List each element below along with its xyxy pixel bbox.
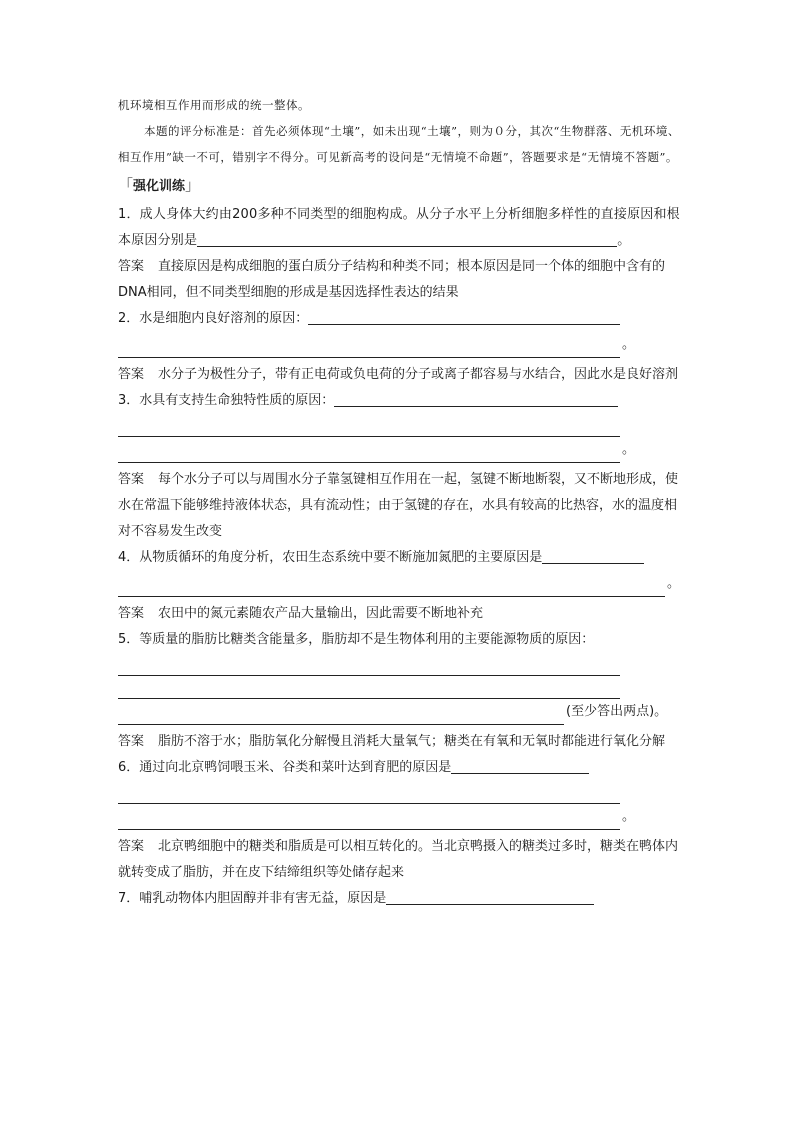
answer-text: 水分子为极性分子，带有正电荷或负电荷的分子或离子都容易与水结合，因此水是良好溶剂 [158, 367, 679, 382]
question-text: 3．水具有支持生命独特性质的原因： [118, 393, 335, 408]
answer-blank[interactable] [197, 230, 617, 247]
answer-line[interactable] [118, 574, 665, 597]
document-page [118, 92, 680, 912]
answer-line-row [118, 414, 680, 437]
answer-line[interactable] [118, 414, 620, 437]
answer-blank[interactable] [542, 547, 644, 564]
answer-line[interactable] [118, 781, 620, 804]
answer-blank[interactable] [451, 757, 589, 774]
question-6 [118, 755, 680, 781]
question-3 [118, 388, 680, 414]
question-text: 5．等质量的脂肪比糖类含能量多，脂肪却不是生物体利用的主要能源物质的原因： [118, 632, 595, 647]
answer-line-row [118, 699, 680, 725]
answer-suffix: (至少答出两点)。 [566, 704, 668, 719]
intro-line: 机环境相互作用而形成的统一整体。 [118, 98, 310, 112]
question-text: 1．成人身体大约由200多种不同类型的细胞构成。从分子水平上分析细胞多样性的直接原因和根本原因分别是 [118, 207, 680, 248]
answer-label: 答案 [118, 606, 145, 621]
answer-line-row [118, 653, 680, 676]
section-heading [118, 172, 680, 200]
answer-2 [118, 362, 680, 388]
question-text: 2．水是细胞内良好溶剂的原因： [118, 311, 309, 326]
answer-text: 农田中的氮元素随农产品大量输出，因此需要不断地补充 [158, 606, 484, 621]
question-2 [118, 306, 680, 332]
question-1 [118, 202, 680, 254]
answer-text: 脂肪不溶于水；脂肪氧化分解慢且消耗大量氧气；糖类在有氧和无氧时都能进行氧化分解 [158, 734, 666, 749]
period: 。 [617, 233, 631, 248]
answer-line-row [118, 437, 680, 463]
bracket-close-icon: 」 [185, 176, 201, 194]
intro-paragraph: 本题的评分标准是：首先必须体现“土壤”，如未出现“土壤”，则为０分，其次“生物群落、无机环境、相互作用”缺一不可，错别字不得分。可见新高考的设问是“无情境不命题”，答题要求是“无情境不答题”。 [118, 124, 680, 164]
answer-line-row [118, 571, 680, 597]
answer-3 [118, 467, 680, 545]
question-5 [118, 627, 680, 653]
question-text: 7．哺乳动物体内胆固醇并非有害无益，原因是 [118, 891, 387, 906]
answer-blank[interactable] [308, 308, 620, 325]
answer-text: 每个水分子可以与周围水分子靠氢键相互作用在一起，氢键不断地断裂，又不断地形成，使水在常温下能够维持液体状态，具有流动性；由于氢键的存在，水具有较高的比热容，水的温度相对不容易发生改变 [118, 472, 679, 539]
answer-line-row [118, 804, 680, 830]
answer-line[interactable] [118, 676, 620, 699]
answer-label: 答案 [118, 734, 145, 749]
answer-line[interactable] [118, 653, 620, 676]
answer-label: 答案 [118, 839, 145, 854]
answer-4 [118, 601, 680, 627]
answer-line[interactable] [118, 335, 620, 358]
answer-line[interactable] [118, 440, 620, 463]
answer-label: 答案 [118, 472, 145, 487]
period: 。 [622, 337, 636, 352]
answer-blank[interactable] [334, 390, 618, 407]
answer-line[interactable] [118, 807, 620, 830]
period: 。 [622, 442, 636, 457]
bracket-open-icon: 「 [118, 176, 134, 194]
question-text: 4．从物质循环的角度分析，农田生态系统中要不断施加氮肥的主要原因是 [118, 550, 543, 565]
answer-blank[interactable] [386, 888, 594, 905]
answer-line-row [118, 781, 680, 804]
question-7 [118, 886, 680, 912]
section-title: 强化训练 [133, 179, 186, 194]
period: 。 [622, 809, 636, 824]
answer-line[interactable] [118, 702, 564, 725]
question-4 [118, 545, 680, 571]
answer-text: 直接原因是构成细胞的蛋白质分子结构和种类不同；根本原因是同一个体的细胞中含有的DNA相同，但不同类型细胞的形成是基因选择性表达的结果 [118, 259, 666, 300]
answer-6 [118, 834, 680, 886]
answer-label: 答案 [118, 367, 145, 382]
answer-label: 答案 [118, 259, 145, 274]
answer-text: 北京鸭细胞中的糖类和脂质是可以相互转化的。当北京鸭摄入的糖类过多时，糖类在鸭体内就转变成了脂肪，并在皮下结缔组织等处储存起来 [118, 839, 679, 880]
question-text: 6．通过向北京鸭饲喂玉米、谷类和菜叶达到育肥的原因是 [118, 760, 452, 775]
period: 。 [666, 576, 680, 591]
answer-5 [118, 729, 680, 755]
answer-1 [118, 254, 680, 306]
answer-line-row [118, 332, 680, 358]
answer-line-row [118, 676, 680, 699]
